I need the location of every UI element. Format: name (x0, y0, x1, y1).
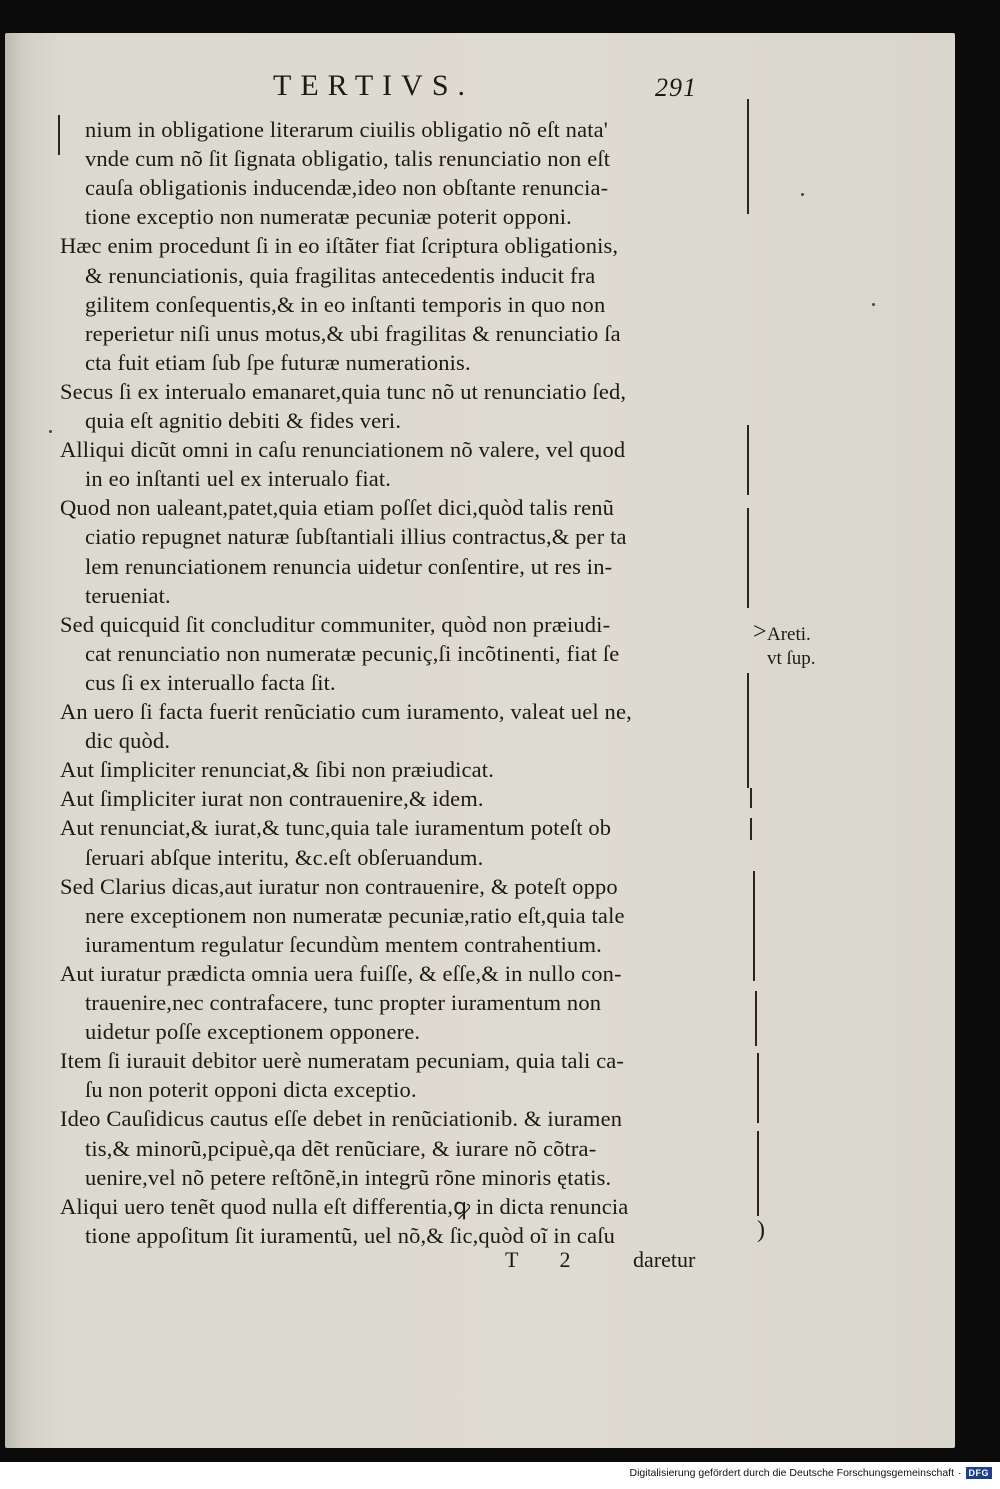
text-line: cat renunciatio non numeratæ pecuniç,ſi incõtinenti, fiat ſe (85, 640, 620, 666)
text-line: Aut ſimpliciter renunciat,& ſibi non præiudicat. (60, 757, 494, 783)
marginal-note-line: Areti. (767, 624, 811, 645)
dfg-logo: DFG (966, 1467, 993, 1479)
margin-brace: > (753, 619, 767, 645)
text-line: vnde cum nõ ſit ſignata obligatio, talis renunciatio non eſt (85, 146, 611, 172)
book-page (5, 33, 955, 1448)
margin-rule (747, 99, 749, 214)
margin-rule (750, 788, 752, 808)
ink-speck (872, 303, 875, 306)
margin-rule (747, 508, 749, 608)
text-line: tione appoſitum ſit iuramentũ, uel nõ,& ſic,quòd oĩ in caſu (85, 1222, 616, 1248)
margin-rule (755, 991, 757, 1046)
text-line: gilitem conſequentis,& in eo inſtanti temporis in quo non (85, 291, 606, 317)
text-line: Hæc enim procedunt ſi in eo iſtãter fiat ſcriptura obligationis, (60, 233, 619, 259)
text-line: trauenire,nec contrafacere, tunc propter iuramentum non (85, 990, 602, 1015)
text-line: cus ſi ex interuallo facta ſit. (85, 669, 336, 695)
text-line: Sed quicquid ſit concluditur communiter, quòd non præiudi- (60, 611, 611, 637)
text-line: tis,& minorũ,pcipuè,qa dẽt renũciare, & iurare nõ cõtra- (85, 1135, 597, 1161)
margin-brace: ) (757, 1217, 765, 1243)
text-line: Item ſi iurauit debitor uerè numeratam pecuniam, quia tali ca- (60, 1048, 625, 1074)
signature-mark: T 2 (505, 1247, 589, 1272)
text-line: uidetur poſſe exceptionem opponere. (85, 1019, 421, 1045)
separator: · (958, 1467, 962, 1479)
text-line: dic quòd. (85, 728, 171, 754)
margin-rule (747, 425, 749, 495)
text-line: cauſa obligationis inducendæ,ideo non obſtante renuncia- (85, 175, 609, 201)
margin-rule (58, 115, 60, 155)
text-line: in eo inſtanti uel ex interualo fiat. (85, 466, 392, 492)
credit-text: Digitalisierung gefördert durch die Deutsche Forschungsgemeinschaft (629, 1467, 954, 1479)
text-line: nere exceptionem non numeratæ pecuniæ,ratio eſt,quia tale (85, 902, 625, 928)
margin-rule (750, 818, 752, 840)
text-line: An uero ſi facta fuerit renũciatio cum iuramento, valeat uel ne, (60, 699, 632, 724)
text-line: nium in obligatione literarum ciuilis obligatio nõ eſt nata' (85, 117, 608, 142)
running-title: TERTIVS. (273, 69, 475, 102)
text-line: lem renunciationem renuncia uidetur conſentire, ut res in- (85, 553, 613, 579)
text-line: reperietur niſi unus motus,& ubi fragilitas & renunciatio ſa (85, 320, 621, 346)
text-line: ſu non poterit opponi dicta exceptio. (85, 1077, 417, 1103)
text-line: Secus ſi ex interualo emanaret,quia tunc nõ ut renunciatio ſed, (60, 378, 627, 404)
text-line: uenire,vel nõ petere reſtõnẽ,in integrũ rõne minoris ętatis. (85, 1164, 612, 1190)
margin-rule (757, 1053, 759, 1123)
text-line: terueniat. (85, 582, 171, 608)
margin-rule (757, 1131, 759, 1216)
margin-rule (753, 871, 755, 981)
digitization-credit (629, 1467, 992, 1479)
text-line: Aut ſimpliciter iurat non contrauenire,& idem. (60, 786, 484, 812)
text-line: Aut renunciat,& iurat,& tunc,quia tale iuramentum poteſt ob (60, 815, 612, 841)
marginal-note (767, 623, 816, 671)
marginal-note-line: vt ſup. (767, 648, 816, 669)
text-line: Quod non ualeant,patet,quia etiam poſſet dici,quòd talis renũ (60, 495, 615, 521)
text-line: iuramentum regulatur ſecundùm mentem contrahentium. (85, 931, 602, 957)
text-line: Alliqui dicũt omni in caſu renunciationem nõ valere, vel quod (60, 437, 626, 463)
text-line: quia eſt agnitio debiti & fides veri. (85, 408, 402, 433)
page-number: 291 (655, 73, 697, 102)
ink-speck (49, 430, 52, 433)
text-line: cta fuit etiam ſub ſpe futuræ numerationis. (85, 349, 471, 375)
text-line: Aut iuratur prædicta omnia uera fuiſſe, & eſſe,& in nullo con- (60, 960, 622, 986)
text-line: & renunciationis, quia fragilitas antecedentis inducit fra (85, 262, 596, 288)
text-line: ciatio repugnet naturæ ſubſtantiali illius contractus,& per ta (85, 524, 627, 550)
text-line: Ideo Cauſidicus cautus eſſe debet in renũciationib. & iuramen (60, 1106, 623, 1132)
text-line: tione exceptio non numeratæ pecuniæ poterit opponi. (85, 204, 572, 230)
text-line: ſeruari abſque interitu, &c.eſt obſeruandum. (85, 844, 484, 870)
margin-rule (747, 698, 749, 788)
text-line: Aliqui uero tenẽt quod nulla eſt differentia,ꝙ in dicta renuncia (60, 1193, 629, 1219)
catchword: daretur (633, 1247, 696, 1272)
ink-speck (801, 193, 804, 196)
text-line: Sed Clarius dicas,aut iuratur non contrauenire, & poteſt oppo (60, 873, 618, 899)
